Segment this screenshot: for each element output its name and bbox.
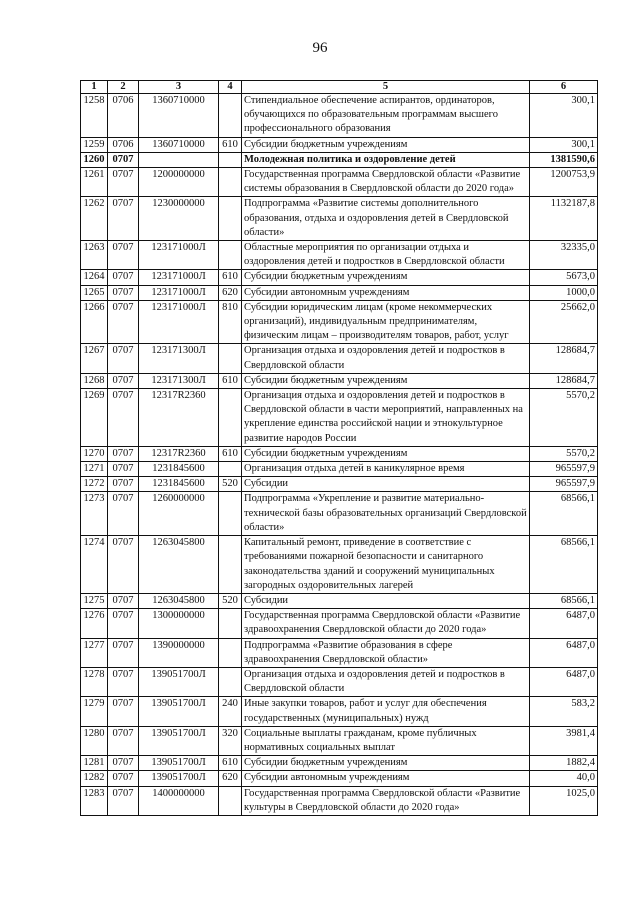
row-number: 1272	[81, 477, 108, 492]
row-number: 1259	[81, 137, 108, 152]
table-row	[81, 373, 598, 388]
item-name: Субсидии	[242, 593, 530, 608]
target-article-code	[139, 152, 219, 167]
target-article-code: 1360710000	[139, 137, 219, 152]
section-code: 0707	[108, 344, 139, 373]
table-row	[81, 270, 598, 285]
table-row	[81, 446, 598, 461]
row-number: 1265	[81, 285, 108, 300]
amount: 32335,0	[530, 241, 598, 270]
target-article-code: 139051700Л	[139, 771, 219, 786]
row-number: 1268	[81, 373, 108, 388]
amount: 68566,1	[530, 492, 598, 536]
row-number: 1262	[81, 197, 108, 241]
amount: 300,1	[530, 94, 598, 138]
target-article-code: 139051700Л	[139, 667, 219, 696]
expense-type-code: 610	[219, 373, 242, 388]
item-name: Подпрограмма «Укрепление и развитие материально-технической базы образовательных организаций Свердловской области»	[242, 492, 530, 536]
item-name: Субсидии бюджетным учреждениям	[242, 137, 530, 152]
item-name: Организация отдыха детей в каникулярное время	[242, 462, 530, 477]
table-row	[81, 667, 598, 696]
section-code: 0707	[108, 771, 139, 786]
table-header-row	[81, 81, 598, 94]
row-number: 1264	[81, 270, 108, 285]
expense-type-code	[219, 344, 242, 373]
target-article-code: 1300000000	[139, 609, 219, 638]
section-code: 0706	[108, 94, 139, 138]
row-number: 1270	[81, 446, 108, 461]
amount: 3981,4	[530, 726, 598, 755]
page-number: 96	[312, 40, 328, 56]
section-code: 0707	[108, 697, 139, 726]
target-article-code: 1390000000	[139, 638, 219, 667]
item-name: Подпрограмма «Развитие системы дополнительного образования, отдыха и оздоровления детей в Свердловской области»	[242, 197, 530, 241]
item-name: Государственная программа Свердловской области «Развитие здравоохранения Свердловской области до 2020 года»	[242, 609, 530, 638]
target-article-code: 1200000000	[139, 168, 219, 197]
section-code: 0707	[108, 638, 139, 667]
amount: 68566,1	[530, 593, 598, 608]
section-code: 0707	[108, 285, 139, 300]
target-article-code: 123171000Л	[139, 241, 219, 270]
item-name: Организация отдыха и оздоровления детей и подростков в Свердловской области в части мероприятий, направленных на укрепление единства российской нации и этнокультурное развитие народов России	[242, 389, 530, 447]
item-name: Подпрограмма «Развитие образования в сфере здравоохранения Свердловской области»	[242, 638, 530, 667]
table-row	[81, 137, 598, 152]
row-number: 1261	[81, 168, 108, 197]
target-article-code: 139051700Л	[139, 697, 219, 726]
row-number: 1263	[81, 241, 108, 270]
section-code: 0707	[108, 270, 139, 285]
target-article-code: 1263045800	[139, 593, 219, 608]
expense-type-code	[219, 462, 242, 477]
amount: 6487,0	[530, 609, 598, 638]
item-name: Капитальный ремонт, приведение в соответствие с требованиями пожарной безопасности и санитарного законодательства зданий и сооружений муниципальных загородных оздоровительных лагерей	[242, 536, 530, 594]
expense-type-code: 520	[219, 477, 242, 492]
expense-type-code	[219, 536, 242, 594]
target-article-code: 1360710000	[139, 94, 219, 138]
table-row	[81, 492, 598, 536]
section-code: 0707	[108, 446, 139, 461]
amount: 5570,2	[530, 389, 598, 447]
section-code: 0707	[108, 241, 139, 270]
expense-type-code	[219, 667, 242, 696]
target-article-code: 139051700Л	[139, 726, 219, 755]
header-col-2: 2	[108, 81, 139, 94]
expense-type-code	[219, 492, 242, 536]
section-code: 0707	[108, 536, 139, 594]
expense-type-code	[219, 241, 242, 270]
table-row	[81, 389, 598, 447]
header-col-5: 5	[242, 81, 530, 94]
amount: 1381590,6	[530, 152, 598, 167]
amount: 1132187,8	[530, 197, 598, 241]
section-code: 0707	[108, 462, 139, 477]
row-number: 1283	[81, 786, 108, 815]
item-name: Социальные выплаты гражданам, кроме публичных нормативных социальных выплат	[242, 726, 530, 755]
target-article-code: 123171000Л	[139, 285, 219, 300]
table-row	[81, 771, 598, 786]
expense-type-code: 810	[219, 300, 242, 344]
table-row	[81, 285, 598, 300]
table-row	[81, 726, 598, 755]
expense-type-code: 520	[219, 593, 242, 608]
table-row	[81, 94, 598, 138]
row-number: 1271	[81, 462, 108, 477]
section-code: 0707	[108, 609, 139, 638]
expense-type-code	[219, 638, 242, 667]
target-article-code: 1260000000	[139, 492, 219, 536]
amount: 1000,0	[530, 285, 598, 300]
section-code: 0707	[108, 197, 139, 241]
expense-type-code: 320	[219, 726, 242, 755]
target-article-code: 123171300Л	[139, 373, 219, 388]
expense-type-code	[219, 389, 242, 447]
table-row	[81, 697, 598, 726]
expense-type-code	[219, 94, 242, 138]
amount: 5570,2	[530, 446, 598, 461]
amount: 300,1	[530, 137, 598, 152]
target-article-code: 12317R2360	[139, 446, 219, 461]
item-name: Областные мероприятия по организации отдыха и оздоровления детей и подростков в Свердловской области	[242, 241, 530, 270]
row-number: 1274	[81, 536, 108, 594]
target-article-code: 123171300Л	[139, 344, 219, 373]
row-number: 1276	[81, 609, 108, 638]
amount: 128684,7	[530, 344, 598, 373]
expense-type-code	[219, 786, 242, 815]
header-col-1: 1	[81, 81, 108, 94]
item-name: Субсидии	[242, 477, 530, 492]
target-article-code: 123171000Л	[139, 270, 219, 285]
target-article-code: 1231845600	[139, 477, 219, 492]
item-name: Субсидии автономным учреждениям	[242, 285, 530, 300]
section-code: 0707	[108, 726, 139, 755]
item-name: Государственная программа Свердловской области «Развитие системы образования в Свердловской области до 2020 года»	[242, 168, 530, 197]
amount: 965597,9	[530, 462, 598, 477]
item-name: Иные закупки товаров, работ и услуг для обеспечения государственных (муниципальных) нужд	[242, 697, 530, 726]
section-code: 0707	[108, 300, 139, 344]
amount: 128684,7	[530, 373, 598, 388]
item-name: Субсидии юридическим лицам (кроме некоммерческих организаций), индивидуальным предпринимателям, физическим лицам – производителям товаров, работ, услуг	[242, 300, 530, 344]
table-row	[81, 756, 598, 771]
table-body	[81, 94, 598, 816]
expense-type-code	[219, 609, 242, 638]
section-code: 0707	[108, 389, 139, 447]
item-name: Организация отдыха и оздоровления детей и подростков в Свердловской области	[242, 344, 530, 373]
item-name: Стипендиальное обеспечение аспирантов, ординаторов, обучающихся по образовательным программам высшего профессионального образования	[242, 94, 530, 138]
row-number: 1260	[81, 152, 108, 167]
target-article-code: 1231845600	[139, 462, 219, 477]
expense-type-code: 620	[219, 771, 242, 786]
row-number: 1280	[81, 726, 108, 755]
row-number: 1269	[81, 389, 108, 447]
amount: 965597,9	[530, 477, 598, 492]
target-article-code: 1230000000	[139, 197, 219, 241]
expense-type-code: 620	[219, 285, 242, 300]
table-row	[81, 241, 598, 270]
expense-type-code: 610	[219, 756, 242, 771]
table-row	[81, 300, 598, 344]
item-name: Субсидии бюджетным учреждениям	[242, 270, 530, 285]
table-row	[81, 168, 598, 197]
section-code: 0707	[108, 373, 139, 388]
amount: 583,2	[530, 697, 598, 726]
target-article-code: 1263045800	[139, 536, 219, 594]
table-row	[81, 344, 598, 373]
section-code: 0707	[108, 152, 139, 167]
header-col-3: 3	[139, 81, 219, 94]
expense-type-code: 240	[219, 697, 242, 726]
row-number: 1281	[81, 756, 108, 771]
row-number: 1267	[81, 344, 108, 373]
table-row	[81, 593, 598, 608]
section-code: 0707	[108, 593, 139, 608]
expense-type-code	[219, 152, 242, 167]
target-article-code: 139051700Л	[139, 756, 219, 771]
amount: 40,0	[530, 771, 598, 786]
table-row	[81, 462, 598, 477]
row-number: 1282	[81, 771, 108, 786]
section-code: 0707	[108, 667, 139, 696]
row-number: 1266	[81, 300, 108, 344]
amount: 5673,0	[530, 270, 598, 285]
target-article-code: 123171000Л	[139, 300, 219, 344]
row-number: 1277	[81, 638, 108, 667]
target-article-code: 1400000000	[139, 786, 219, 815]
item-name: Субсидии автономным учреждениям	[242, 771, 530, 786]
header-col-4: 4	[219, 81, 242, 94]
item-name: Субсидии бюджетным учреждениям	[242, 756, 530, 771]
section-code: 0707	[108, 492, 139, 536]
amount: 6487,0	[530, 638, 598, 667]
item-name: Государственная программа Свердловской области «Развитие культуры в Свердловской области до 2020 года»	[242, 786, 530, 815]
budget-table	[80, 80, 598, 816]
amount: 1882,4	[530, 756, 598, 771]
item-name: Субсидии бюджетным учреждениям	[242, 373, 530, 388]
row-number: 1273	[81, 492, 108, 536]
table-row	[81, 536, 598, 594]
section-code: 0706	[108, 137, 139, 152]
amount: 1200753,9	[530, 168, 598, 197]
row-number: 1278	[81, 667, 108, 696]
item-name: Организация отдыха и оздоровления детей и подростков в Свердловской области	[242, 667, 530, 696]
row-number: 1279	[81, 697, 108, 726]
amount: 1025,0	[530, 786, 598, 815]
table-row	[81, 197, 598, 241]
section-code: 0707	[108, 477, 139, 492]
amount: 6487,0	[530, 667, 598, 696]
table-row	[81, 477, 598, 492]
expense-type-code	[219, 197, 242, 241]
table-row	[81, 786, 598, 815]
section-code: 0707	[108, 168, 139, 197]
header-col-6: 6	[530, 81, 598, 94]
expense-type-code: 610	[219, 137, 242, 152]
table-row	[81, 638, 598, 667]
row-number: 1258	[81, 94, 108, 138]
expense-type-code: 610	[219, 446, 242, 461]
target-article-code: 12317R2360	[139, 389, 219, 447]
expense-type-code: 610	[219, 270, 242, 285]
row-number: 1275	[81, 593, 108, 608]
section-code: 0707	[108, 786, 139, 815]
amount: 68566,1	[530, 536, 598, 594]
item-name: Молодежная политика и оздоровление детей	[242, 152, 530, 167]
amount: 25662,0	[530, 300, 598, 344]
item-name: Субсидии бюджетным учреждениям	[242, 446, 530, 461]
expense-type-code	[219, 168, 242, 197]
section-code: 0707	[108, 756, 139, 771]
table-row	[81, 609, 598, 638]
table-row	[81, 152, 598, 167]
